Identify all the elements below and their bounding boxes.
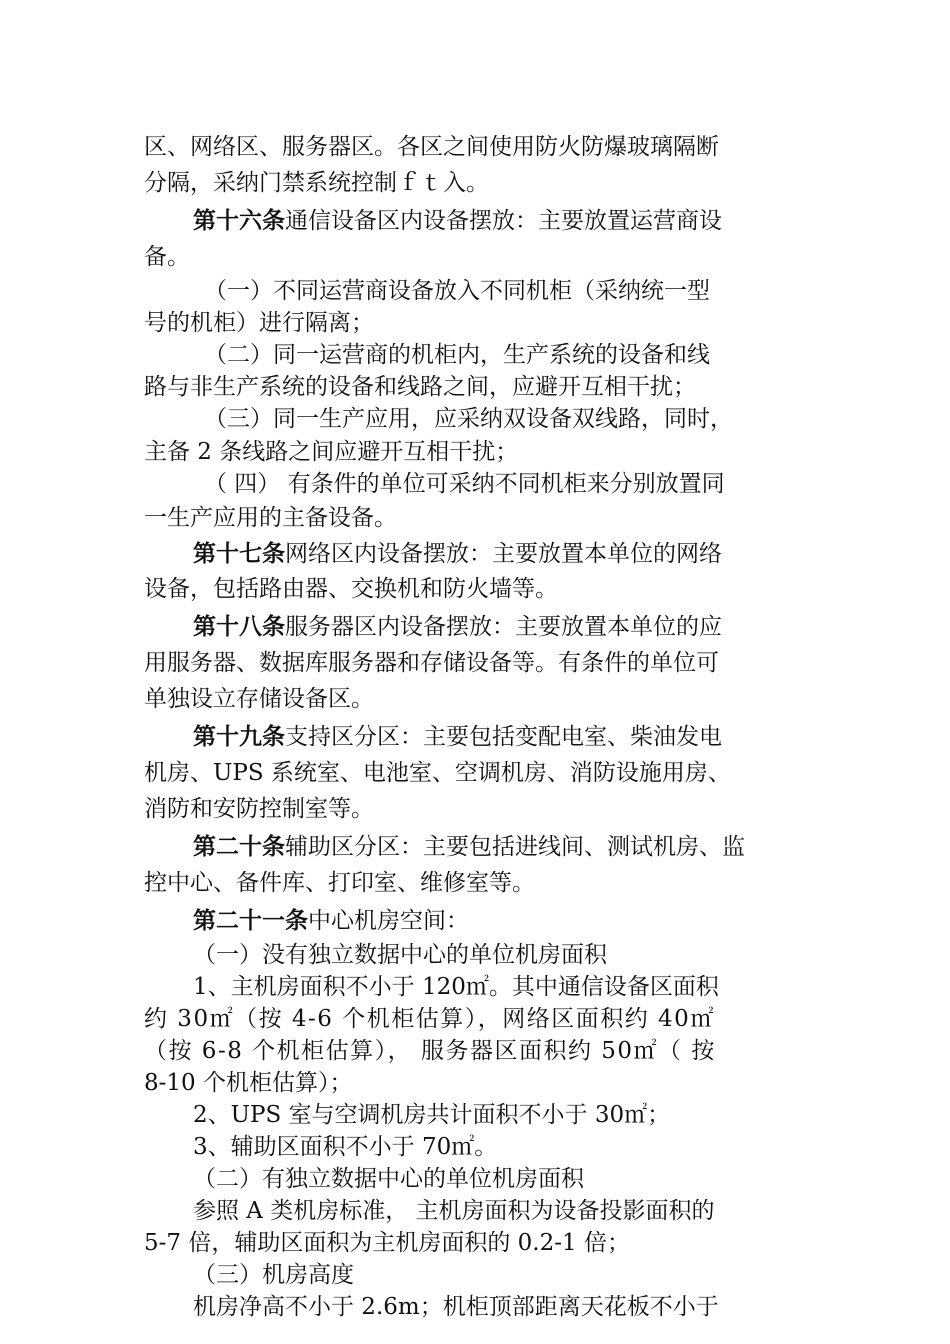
line-text: 路与非生产系统的设备和线路之间，应避开互相干扰；: [144, 374, 696, 400]
article-20-title: 第二十条: [193, 834, 285, 860]
text-line: [144, 437, 518, 467]
line-text: 服务器区内设备摆放：主要放置本单位的应: [285, 614, 722, 640]
line-text: 2、UPS 室与空调机房共计面积不小于 30㎡；: [193, 1102, 671, 1128]
item-4-line: [204, 469, 725, 499]
item-2-line: [204, 340, 710, 370]
article-17-line: [193, 539, 722, 569]
line-text: 用服务器、数据库服务器和存储设备等。有条件的单位可: [144, 650, 719, 676]
article-18-title: 第十八条: [193, 614, 285, 640]
line-text: 1、主机房面积不小于 120㎡。其中通信设备区面积: [193, 974, 719, 1000]
line-text: 分隔，采纳门禁系统控制ｆｔ入。: [144, 170, 489, 196]
line-text: 主备 2 条线路之间应避开互相干扰；: [144, 439, 519, 465]
line-text: 机房、UPS 系统室、电池室、空调机房、消防设施用房、: [144, 760, 731, 786]
text-line: [193, 1196, 715, 1226]
text-line: [144, 794, 374, 824]
text-line: [144, 242, 190, 272]
line-text: （按 6-8 个机柜估算）， 服务器区面积约 50㎡（ 按: [144, 1038, 716, 1064]
text-line: [144, 1036, 716, 1066]
line-text: 号的机柜）进行隔离；: [144, 310, 374, 336]
text-line: [144, 168, 489, 198]
line-text: 机房净高不小于 2.6m；机柜顶部距离天花板不小于: [193, 1294, 719, 1320]
line-text: 约 30㎡（按 4-6 个机柜估算），网络区面积约 40㎡: [144, 1006, 715, 1032]
line-text: 辅助区分区：主要包括进线间、测试机房、监: [285, 834, 745, 860]
text-line: [144, 308, 374, 338]
article-20-line: [193, 832, 745, 862]
text-line: [144, 372, 696, 402]
line-text: 单独设立存储设备区。: [144, 686, 374, 712]
line-text: 一生产应用的主备设备。: [144, 505, 397, 531]
line-text: （一）不同运营商设备放入不同机柜（采纳统一型: [204, 278, 710, 304]
line-text: （三）同一生产应用，应采纳双设备双线路，同时，: [204, 406, 733, 432]
text-line: [144, 574, 558, 604]
text-line: [144, 132, 719, 162]
line-text: （三）机房高度: [193, 1262, 354, 1288]
article-21-title: 第二十一条: [193, 908, 308, 934]
text-line: [144, 1004, 715, 1034]
line-text: 控中心、备件库、打印室、维修室等。: [144, 870, 535, 896]
article-17-title: 第十七条: [193, 541, 285, 567]
article-16-title: 第十六条: [193, 208, 285, 234]
text-line: [144, 1228, 630, 1258]
text-line: [144, 868, 535, 898]
article-18-line: [193, 612, 722, 642]
article-16-line: [193, 206, 722, 236]
article-19-title: 第十九条: [193, 724, 285, 750]
text-line: [144, 1068, 352, 1098]
section-3-title: [193, 1260, 354, 1290]
line-text: 区、网络区、服务器区。各区之间使用防火防爆玻璃隔断: [144, 134, 719, 160]
text-line: [144, 758, 731, 788]
line-text: 设备，包括路由器、交换机和防火墙等。: [144, 576, 558, 602]
text-line: [144, 503, 397, 533]
line-text: 5-7 倍，辅助区面积为主机房面积的 0.2-1 倍；: [144, 1230, 630, 1256]
line-text: 中心机房空间：: [308, 908, 469, 934]
item-1-line: [204, 276, 710, 306]
text-line: [193, 972, 719, 1002]
line-text: 3、辅助区面积不小于 70㎡。: [193, 1134, 498, 1160]
text-line: [193, 1292, 719, 1322]
text-line: [193, 1132, 497, 1162]
line-text: 参照 A 类机房标准， 主机房面积为设备投影面积的: [193, 1198, 715, 1224]
item-3-line: [204, 404, 733, 434]
line-text: 备。: [144, 244, 190, 270]
article-19-line: [193, 722, 722, 752]
line-text: 网络区内设备摆放：主要放置本单位的网络: [285, 541, 722, 567]
line-text: （二）同一运营商的机柜内，生产系统的设备和线: [204, 342, 710, 368]
line-text: 支持区分区：主要包括变配电室、柴油发电: [285, 724, 722, 750]
line-text: 8-10 个机柜估算）；: [144, 1070, 353, 1096]
line-text: （ 四） 有条件的单位可采纳不同机柜来分别放置同: [204, 471, 725, 497]
text-line: [193, 1100, 670, 1130]
text-line: [144, 684, 374, 714]
line-text: （一）没有独立数据中心的单位机房面积: [193, 942, 607, 968]
line-text: 消防和安防控制室等。: [144, 796, 374, 822]
section-1-title: [193, 940, 607, 970]
line-text: （二）有独立数据中心的单位机房面积: [193, 1166, 584, 1192]
text-line: [144, 648, 719, 678]
line-text: 通信设备区内设备摆放：主要放置运营商设: [285, 208, 722, 234]
section-2-title: [193, 1164, 584, 1194]
article-21-line: [193, 906, 469, 936]
